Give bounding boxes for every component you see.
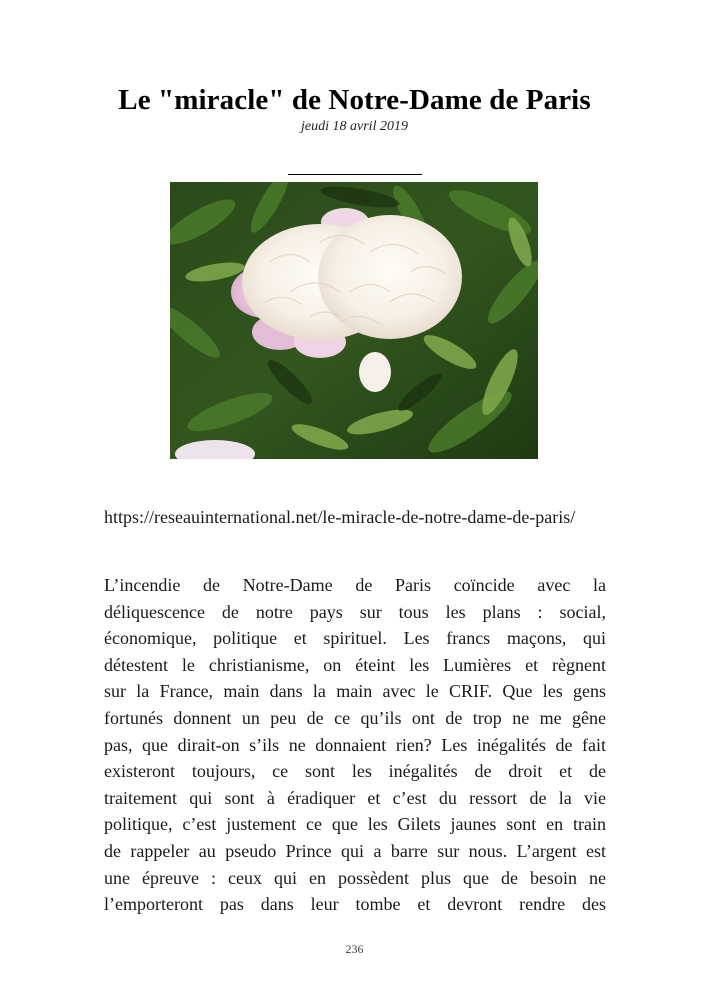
paragraph-line: de rappeler au pseudo Prince qui a barre sur nous. L’argent est <box>104 840 606 861</box>
source-url: https://reseauinternational.net/le-miracle-de-notre-dame-de-paris/ <box>104 507 576 527</box>
post-date: jeudi 18 avril 2019 <box>301 119 408 134</box>
paragraph-line: traitement qui sont à éradiquer et c’est du ressort de la vie <box>104 787 606 808</box>
paragraph-line: l’emporteront pas dans leur tombe et devront rendre des <box>104 894 606 915</box>
peony-photo <box>170 182 538 459</box>
paragraph-line: détestent le christianisme, on éteint les Lumières et règnent <box>104 654 606 675</box>
page-title: Le "miracle" de Notre-Dame de Paris <box>118 84 591 116</box>
paragraph-line: sur la France, main dans la main avec le CRIF. Que les gens <box>104 681 606 702</box>
paragraph-line: économique, politique et spirituel. Les francs maçons, qui <box>104 628 606 649</box>
page-number: 236 <box>345 942 364 956</box>
article-paragraph <box>104 572 606 918</box>
paragraph-line: pas, que dirait-on s’ils ne donnaient rien? Les inégalités de fait <box>104 734 606 755</box>
paragraph-line: existeront toujours, ce sont les inégalités de droit et de <box>104 761 606 782</box>
paragraph-line: déliquescence de notre pays sur tous les plans : social, <box>104 601 606 622</box>
paragraph-line: une épreuve : ceux qui en possèdent plus que de besoin ne <box>104 867 606 888</box>
paragraph-line: politique, c’est justement ce que les Gilets jaunes sont en train <box>104 814 606 835</box>
title-divider <box>288 174 422 175</box>
paragraph-line: L’incendie de Notre-Dame de Paris coïncide avec la <box>104 575 606 595</box>
paragraph-line: fortunés donnent un peu de ce qu’ils ont de trop ne me gêne <box>104 707 606 728</box>
